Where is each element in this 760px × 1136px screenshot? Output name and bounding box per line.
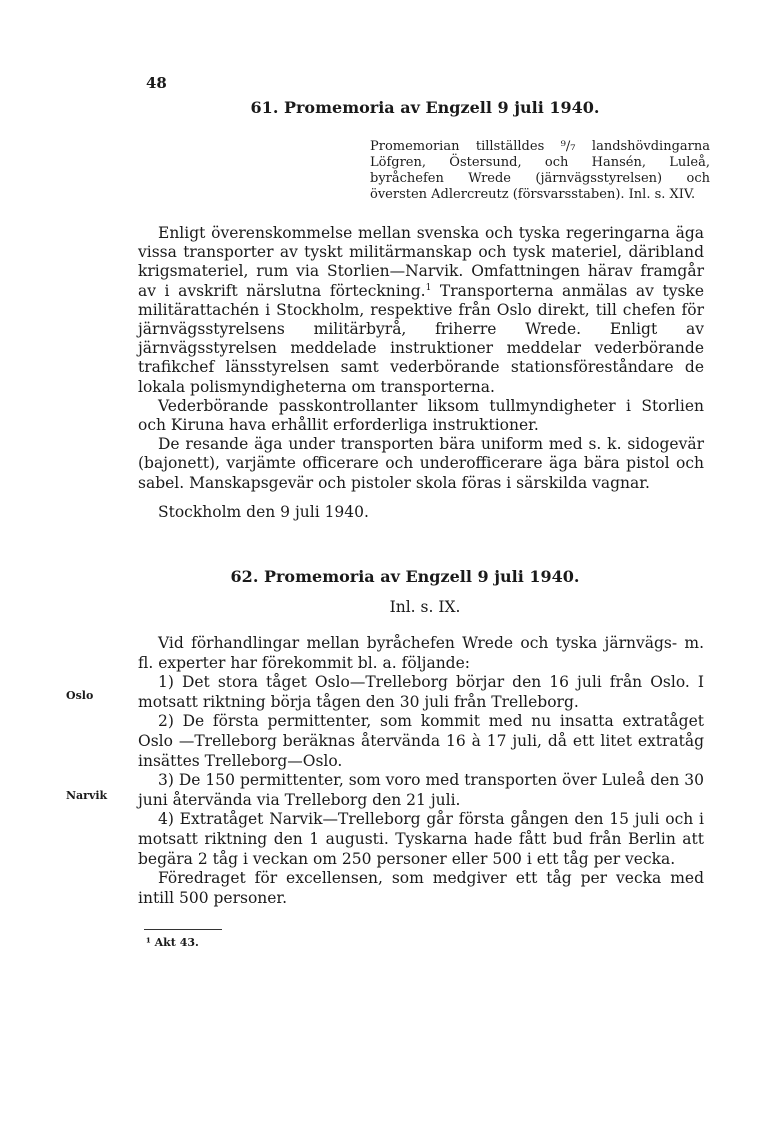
document-62-paragraph-6: Föredraget för excellensen, som medgiver ett tåg per vecka med intill 500 personer. bbox=[138, 869, 704, 907]
footnote: ¹ Akt 43. bbox=[146, 936, 199, 949]
document-61-paragraph-1: Enligt överenskommelse mellan svenska och tyska regeringarna äga vissa transporter av tyskt militärmanskap och tysk materiel, däribland krigsmateriel, rum via Storlien—Narvik. Omfattningen härav framgår av i avskrift närslutna förteckning.$^1$ Transporterna anmälas av tyske militärattachén i Stockholm, respektive från Oslo direkt, till chefen för järnvägsstyrelsens militärbyrå, friherre Wrede. Enligt av järnvägsstyrelsen meddelade instruktioner meddelar vederbörande trafikchef länsstyrelsen samt vederbörande stationsföreståndare de lokala polismyndigheterna om transporterna. bbox=[138, 224, 704, 396]
document-61-paragraph-2: Vederbörande passkontrollanter liksom tullmyndigheter i Storlien och Kiruna hava erhållit erforderliga instruktioner. bbox=[138, 396, 704, 435]
document-62-heading: 62. Promemoria av Engzell 9 juli 1940. bbox=[230, 567, 580, 586]
footnote-divider bbox=[144, 929, 222, 930]
margin-note-oslo: Oslo bbox=[66, 689, 94, 702]
document-62-paragraph-4: 3) De 150 permittenter, som voro med transporten över Luleå den 30 juni återvända via Trelleborg den 21 juli. bbox=[138, 771, 704, 809]
document-62-reference: Inl. s. IX. bbox=[389, 598, 461, 616]
document-61-body bbox=[138, 224, 704, 522]
document-61-distribution-note: Promemorian tillställdes ⁹/₇ landshövdingarna Löfgren, Östersund, och Hansén, Luleå, byråchefen Wrede (järnvägsstyrelsen) och översten Adlercreutz (försvarsstaben). Inl. s. XIV. bbox=[370, 139, 710, 202]
document-61-date: Stockholm den 9 juli 1940. bbox=[158, 502, 369, 521]
document-62-paragraph-2: 1) Det stora tåget Oslo—Trelleborg börjar den 16 juli från Oslo. I motsatt riktning börja tågen den 30 juli från Trelleborg. bbox=[138, 673, 704, 711]
footnote-marker: 1 bbox=[425, 282, 432, 293]
document-62-paragraph-3: 2) De första permittenter, som kommit med nu insatta extratåget Oslo —Trelleborg beräknas återvända 16 à 17 juli, då ett litet extratåg insättes Trelleborg—Oslo. bbox=[138, 712, 704, 770]
document-62-paragraph-5: 4) Extratåget Narvik—Trelleborg går första gången den 15 juli och i motsatt riktning den 1 augusti. Tyskarna hade fått bud från Berlin att begära 2 tåg i veckan om 250 personer eller 500 i ett tåg per vecka. bbox=[138, 810, 704, 868]
document-62-paragraph-1: Vid förhandlingar mellan byråchefen Wrede och tyska järnvägs- m. fl. experter har förekommit bl. a. följande: bbox=[138, 634, 704, 672]
margin-note-narvik: Narvik bbox=[66, 789, 108, 802]
document-62-body bbox=[138, 634, 704, 908]
document-61-paragraph-3: De resande äga under transporten bära uniform med s. k. sidogevär (bajonett), varjämte officerare och underofficerare äga bära pistol och sabel. Manskapsgevär och pistoler skola föras i särskilda vagnar. bbox=[138, 435, 704, 492]
document-61-heading: 61. Promemoria av Engzell 9 juli 1940. bbox=[250, 98, 600, 117]
page-number: 48 bbox=[146, 74, 167, 92]
